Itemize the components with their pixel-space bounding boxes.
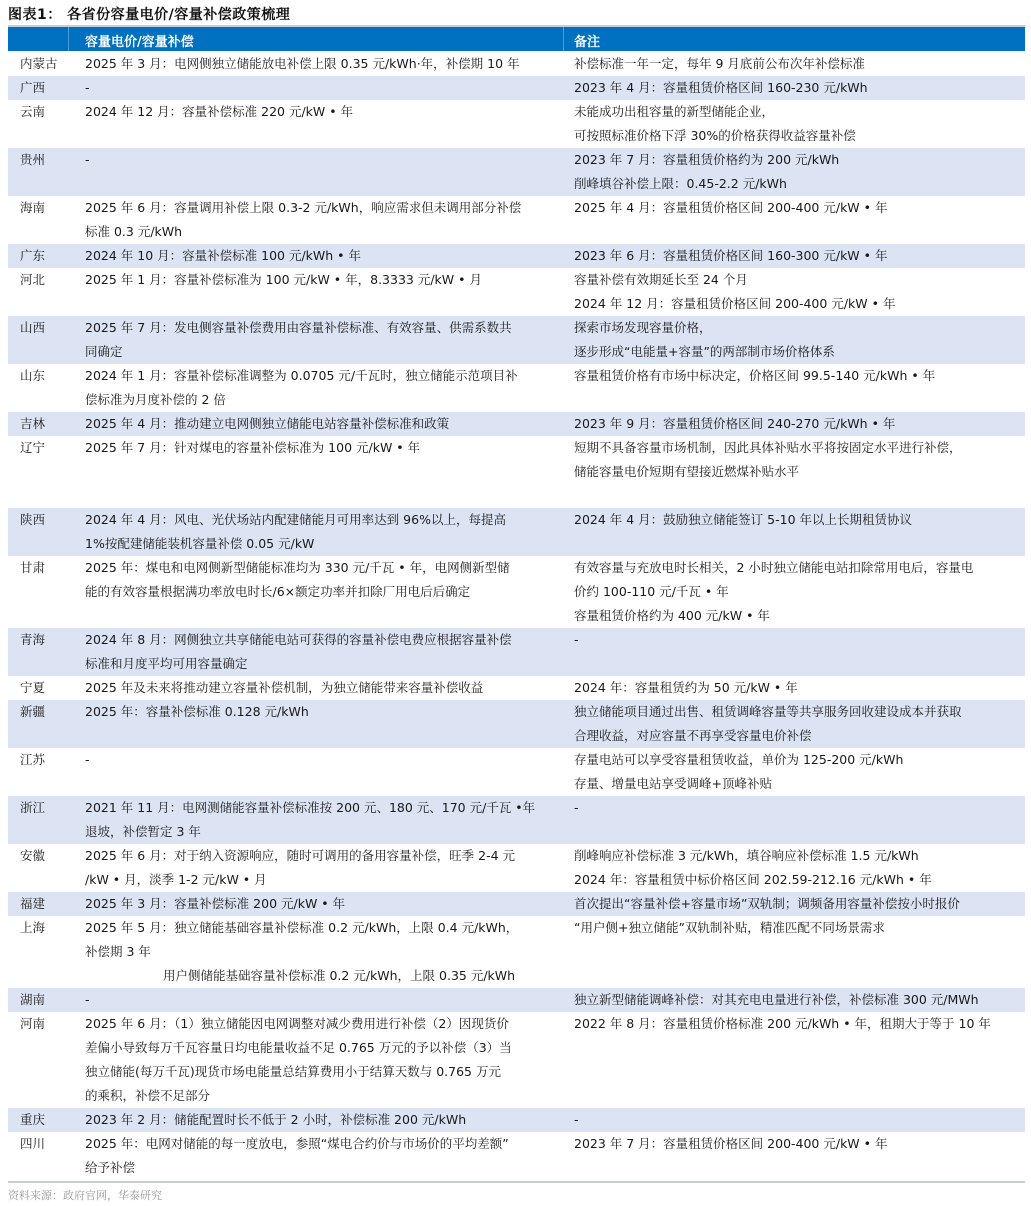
policy-line: 2025 年 7 月：针对煤电的容量补偿标准为 100 元/kW • 年 [85,440,421,455]
note-line: 2023 年 7 月：容量租赁价格区间 200-400 元/kW • 年 [574,1136,888,1151]
note-line: 2025 年 4 月：容量租赁价格区间 200-400 元/kW • 年 [574,200,888,215]
note-line: 2023 年 6 月：容量租赁价格区间 160-300 元/kW • 年 [574,248,888,263]
note-cell [574,556,1024,628]
note-line: 逐步形成“电能量+容量”的两部制市场价格体系 [574,344,835,359]
divider [68,27,69,51]
note-cell [574,748,1024,796]
policy-line: 差偏小导致每万千瓦容量日均电能量收益不足 0.765 万元的予以补偿（3）当 [85,1040,512,1055]
note-cell [574,844,1024,892]
note-cell [574,676,1024,700]
province-cell: 安徽 [20,848,46,863]
note-line: 2023 年 4 月：容量租赁价格区间 160-230 元/kWh [574,80,868,95]
note-cell [574,436,1024,484]
policy-line: - [85,80,90,95]
policy-line: 2025 年：容量补偿标准 0.128 元/kWh [85,704,309,719]
table-header [8,27,1025,51]
note-cell [574,52,1024,76]
note-line: 2022 年 8 月：容量租赁价格标准 200 元/kWh • 年，租期大于等于 10 年 [574,1016,991,1031]
note-cell [574,148,1024,196]
figure-title: 图表1： 各省份容量电价/容量补偿政策梳理 [8,7,291,23]
table-row [8,892,1025,916]
policy-cell [85,844,565,892]
policy-line: 标准 0.3 元/kWh [85,224,183,239]
policy-line: 的乘积，补偿不足部分 [85,1088,211,1103]
table-row [8,988,1025,1012]
table-row [8,796,1025,844]
note-cell [574,892,1024,916]
note-line: 独立新型储能调峰补偿：对其充电电量进行补偿，补偿标准 300 元/MWh [574,992,979,1007]
note-line: 2024 年：容量租赁中标价格区间 202.59-212.16 元/kWh • 年 [574,872,932,887]
note-line: 削峰填谷补偿上限：0.45-2.2 元/kWh [574,176,787,191]
policy-cell [85,1132,565,1180]
province-cell: 浙江 [20,800,46,815]
note-line: 补偿标准一年一定，每年 9 月底前公布次年补偿标准 [574,56,865,71]
policy-cell [85,244,565,268]
note-cell [574,196,1024,220]
policy-table [8,52,1025,1180]
policy-line: 2025 年：电网对储能的每一度放电，参照“煤电合约价与市场价的平均差额” [85,1136,509,1151]
policy-cell [85,988,565,1012]
province-cell: 广东 [20,248,46,263]
note-line: 可按照标准价格下浮 30%的价格获得收益容量补偿 [574,128,856,143]
note-line: 有效容量与充放电时长相关，2 小时独立储能电站扣除常用电后，容量电 [574,560,974,575]
policy-cell [85,748,565,772]
policy-line: 2023 年 2 月：储能配置时长不低于 2 小时，补偿标准 200 元/kWh [85,1112,467,1127]
province-cell: 四川 [20,1136,46,1151]
table-row [8,676,1025,700]
column-header-note: 备注 [574,35,601,50]
note-cell [574,508,1024,532]
policy-line: /kW • 月，淡季 1-2 元/kW • 月 [85,872,267,887]
divider [8,1181,1025,1183]
policy-cell [85,196,565,244]
table-row [8,436,1025,508]
policy-line: 用户侧储能基础容量补偿标准 0.2 元/kWh，上限 0.35 元/kWh [163,968,516,983]
policy-line: - [85,992,90,1007]
province-cell: 河南 [20,1016,46,1031]
table-row [8,1012,1025,1108]
table-row [8,700,1025,748]
note-line: 2024 年 4 月：鼓励独立储能签订 5-10 年以上长期租赁协议 [574,512,913,527]
table-row [8,100,1025,148]
province-cell: 河北 [20,272,46,287]
note-cell [574,364,1024,388]
table-row [8,364,1025,412]
province-cell: 福建 [20,896,46,911]
policy-line: 2025 年 6 月：容量调用补偿上限 0.3-2 元/kWh，响应需求但未调用部分补偿 [85,200,522,215]
note-line: 2024 年 12 月：容量租赁价格区间 200-400 元/kW • 年 [574,296,896,311]
policy-cell [85,148,565,172]
policy-line: 给予补偿 [85,1160,136,1175]
note-cell [574,628,1024,652]
policy-line: - [85,152,90,167]
note-line: - [574,1112,579,1127]
province-cell: 辽宁 [20,440,46,455]
policy-line: 2024 年 12 月：容量补偿标准 220 元/kW • 年 [85,104,354,119]
policy-line: 偿标准为月度补偿的 2 倍 [85,392,226,407]
policy-line: 2025 年 3 月：电网侧独立储能放电补偿上限 0.35 元/kWh·年，补偿期 10 年 [85,56,520,71]
note-cell [574,316,1024,364]
policy-line: 2025 年 3 月：容量补偿标准 200 元/kW • 年 [85,896,346,911]
table-row [8,196,1025,244]
policy-line: 2025 年 7 月：发电侧容量补偿费用由容量补偿标准、有效容量、供需系数共 [85,320,512,335]
table-row [8,52,1025,76]
note-cell [574,1132,1024,1156]
policy-line: 补偿期 3 年 [85,944,151,959]
province-cell: 陕西 [20,512,46,527]
note-line: 价约 100-110 元/千瓦 • 年 [574,584,729,599]
policy-line: 2021 年 11 月：电网测储能容量补偿标准按 200 元、180 元、170 元/千瓦 •年 [85,800,536,815]
province-cell: 吉林 [20,416,46,431]
table-row [8,76,1025,100]
policy-cell [85,436,565,460]
policy-line: 2024 年 1 月：容量补偿标准调整为 0.0705 元/千瓦时，独立储能示范项目补 [85,368,518,383]
note-cell [574,244,1024,268]
policy-cell [85,52,565,76]
note-cell [574,988,1024,1012]
note-line: 容量租赁价格约为 400 元/kW • 年 [574,608,770,623]
note-line: 首次提出“容量补偿+容量市场”双轨制；调频备用容量补偿按小时报价 [574,896,960,911]
policy-cell [85,796,565,844]
note-cell [574,268,1024,316]
policy-cell [85,628,565,676]
note-cell [574,412,1024,436]
policy-cell [85,676,565,700]
policy-cell [85,916,565,988]
policy-line: 2025 年 5 月：独立储能基础容量补偿标准 0.2 元/kWh，上限 0.4 元/kWh， [85,920,519,935]
province-cell: 甘肃 [20,560,46,575]
table-row [8,844,1025,892]
note-cell [574,76,1024,100]
note-line: 存量电站可以享受容量租赁收益，单价为 125-200 元/kWh [574,752,904,767]
policy-cell [85,364,565,412]
policy-cell [85,892,565,916]
note-cell [574,700,1024,748]
policy-line: 能的有效容量根据满功率放电时长/6×额定功率并扣除厂用电后后确定 [85,584,471,599]
source-note: 资料来源：政府官网，华泰研究 [8,1189,162,1202]
table-row [8,1108,1025,1132]
note-cell [574,916,1024,940]
column-header-policy: 容量电价/容量补偿 [85,35,194,50]
table-row [8,268,1025,316]
table-row [8,316,1025,364]
province-cell: 青海 [20,632,46,647]
policy-line: 2024 年 8 月：网侧独立共享储能电站可获得的容量补偿电费应根据容量补偿 [85,632,512,647]
policy-line: 2025 年：煤电和电网侧新型储能标准均为 330 元/千瓦 • 年，电网侧新型储 [85,560,510,575]
province-cell: 广西 [20,80,46,95]
province-cell: 上海 [20,920,46,935]
policy-cell [85,268,565,292]
note-line: 短期不具备容量市场机制，因此具体补贴水平将按固定水平进行补偿， [574,440,962,455]
province-cell: 山西 [20,320,46,335]
policy-line: - [85,752,90,767]
province-cell: 宁夏 [20,680,46,695]
note-line: 容量租赁价格有市场中标决定，价格区间 99.5-140 元/kWh • 年 [574,368,936,383]
province-cell: 湖南 [20,992,46,1007]
note-line: - [574,632,579,647]
province-cell: 云南 [20,104,46,119]
note-line: 2023 年 9 月：容量租赁价格区间 240-270 元/kWh • 年 [574,416,896,431]
note-line: 未能成功出租容量的新型储能企业， [574,104,775,119]
note-line: “用户侧+独立储能”双轨制补贴，精准匹配不同场景需求 [574,920,885,935]
table-row [8,412,1025,436]
policy-line: 独立储能(每万千瓦)现货市场电能量总结算费用小于结算天数与 0.765 万元 [85,1064,501,1079]
policy-cell [85,316,565,364]
note-cell [574,796,1024,820]
policy-line: 2025 年及未来将推动建立容量补偿机制，为独立储能带来容量补偿收益 [85,680,484,695]
province-cell: 新疆 [20,704,46,719]
policy-line: 2024 年 4 月：风电、光伏场站内配建储能月可用率达到 96%以上，每提高 [85,512,506,527]
province-cell: 内蒙古 [20,56,58,71]
note-line: 合理收益，对应容量不再享受容量电价补偿 [574,728,812,743]
policy-line: 同确定 [85,344,123,359]
table-row [8,628,1025,676]
note-line: 存量、增量电站享受调峰+顶峰补贴 [574,776,772,791]
policy-cell [85,100,565,124]
province-cell: 重庆 [20,1112,46,1127]
note-cell [574,100,1024,148]
table-row [8,556,1025,628]
note-line: - [574,800,579,815]
note-line: 2024 年：容量租赁约为 50 元/kW • 年 [574,680,798,695]
policy-cell [85,556,565,604]
province-cell: 江苏 [20,752,46,767]
policy-cell [85,700,565,724]
policy-cell [85,508,565,556]
divider [563,27,564,51]
policy-line: 1%按配建储能装机容量补偿 0.05 元/kW [85,536,315,551]
table-row [8,508,1025,556]
province-cell: 贵州 [20,152,46,167]
note-line: 独立储能项目通过出售、租赁调峰容量等共享服务回收建设成本并获取 [574,704,962,719]
policy-line: 2025 年 4 月：推动建立电网侧独立储能电站容量补偿标准和政策 [85,416,450,431]
note-cell [574,1012,1024,1036]
note-line: 探索市场发现容量价格， [574,320,712,335]
policy-line: 2025 年 6 月：对于纳入资源响应，随时可调用的备用容量补偿，旺季 2-4 元 [85,848,516,863]
note-cell [574,1108,1024,1132]
policy-line: 2024 年 10 月：容量补偿标准 100 元/kWh • 年 [85,248,361,263]
policy-cell [85,1012,565,1108]
table-row [8,748,1025,796]
note-line: 削峰响应补偿标准 3 元/kWh，填谷响应补偿标准 1.5 元/kWh [574,848,919,863]
table-row [8,244,1025,268]
policy-line: 退坡，补偿暂定 3 年 [85,824,201,839]
note-line: 2023 年 7 月：容量租赁价格约为 200 元/kWh [574,152,840,167]
province-cell: 山东 [20,368,46,383]
note-line: 容量补偿有效期延长至 24 个月 [574,272,748,287]
policy-line: 标准和月度平均可用容量确定 [85,656,248,671]
table-row [8,916,1025,988]
policy-cell [85,1108,565,1132]
table-row [8,1132,1025,1180]
policy-cell [85,412,565,436]
policy-line: 2025 年 1 月：容量补偿标准为 100 元/kW • 年，8.3333 元/kW • 月 [85,272,482,287]
note-line: 储能容量电价短期有望接近燃煤补贴水平 [574,464,800,479]
province-cell: 海南 [20,200,46,215]
policy-line: 2025 年 6 月：（1）独立储能因电网调整对减少费用进行补偿（2）因现货价 [85,1016,509,1031]
table-row [8,148,1025,196]
policy-cell [85,76,565,100]
